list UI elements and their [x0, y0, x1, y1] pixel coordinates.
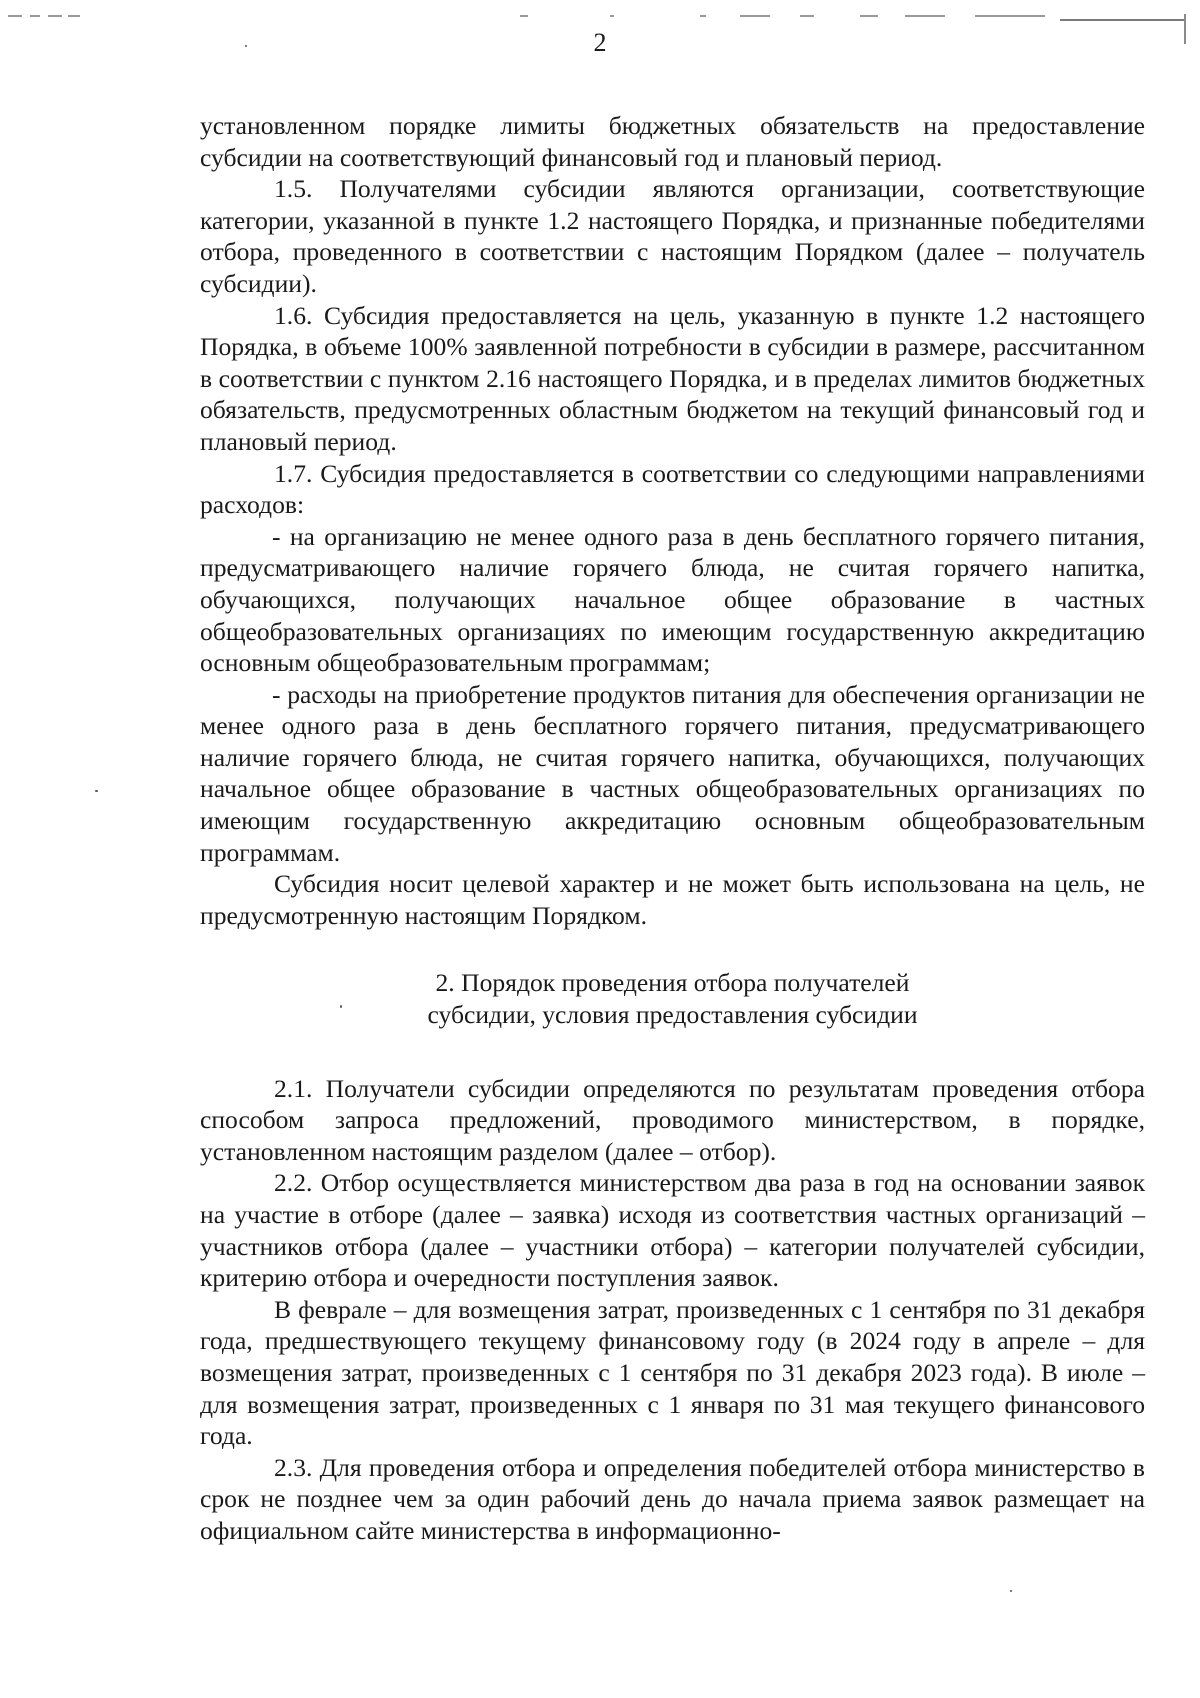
paragraph-2-2: 2.2. Отбор осуществляется министерством два раза в год на основании заявок на участие в отборе (далее – заявка) исходя из соответствия частных организаций – участников отбора (далее – участники отбора) – категории получателей субсидии, критерию отбора и очередности поступления заявок. [200, 1168, 1145, 1293]
paragraph-1-5: 1.5. Получателями субсидии являются организации, соответствующие категории, указанной в пункте 1.2 настоящего Порядка, и признанные победителями отбора, проведенного в соответствии с настоящим Порядком (далее – получатель субсидии). [200, 174, 1145, 298]
scan-dash [800, 15, 814, 17]
section-heading-line: субсидии, условия предоставления субсидии [427, 1000, 918, 1030]
scan-dash [8, 15, 22, 17]
section-heading [200, 967, 1145, 1030]
scan-edge-top [0, 15, 1200, 23]
scan-dash [30, 15, 40, 17]
scan-dash [68, 15, 80, 17]
scan-dash [520, 15, 528, 17]
scan-dash [700, 15, 706, 17]
paragraph-continuation: установленном порядке лимиты бюджетных обязательств на предоставление субсидии на соответствующий финансовый год и плановый период. [200, 111, 1145, 172]
document-body [200, 110, 1145, 1547]
scan-dash [48, 15, 62, 17]
paragraph-1-6: 1.6. Субсидия предоставляется на цель, указанную в пункте 1.2 настоящего Порядка, в объеме 100% заявленной потребности в субсидии в размере, рассчитанном в соответствии с пунктом 2.16 настоящего Порядка, и в пределах лимитов бюджетных обязательств, предусмотренных областным бюджетом на текущий финансовый год и плановый период. [200, 300, 1145, 456]
paragraph-2-2-dates: В феврале – для возмещения затрат, произведенных с 1 сентября по 31 декабря года, предшествующего текущему финансовому году (в 2024 году в апреле – для возмещения затрат, произведенных с 1 сентября по 31 декабря 2023 года). В июле – для возмещения затрат, произведенных с 1 января по 31 мая текущего финансового года. [200, 1294, 1145, 1451]
scan-speck [1010, 1590, 1012, 1592]
page-number: 2 [593, 28, 607, 57]
scan-dash [860, 15, 878, 17]
paragraph-1-7: 1.7. Субсидия предоставляется в соответствии со следующими направлениями расходов: [200, 458, 1145, 520]
scan-rule [1060, 19, 1185, 21]
paragraph-2-1: 2.1. Получатели субсидии определяются по результатам проведения отбора способом запроса предложений, проводимого министерством, в порядке, установленном настоящим разделом (далее – отбор). [200, 1073, 1145, 1166]
paragraph-target-use: Субсидия носит целевой характер и не может быть использована на цель, не предусмотренную настоящим Порядком. [200, 869, 1145, 930]
scan-dash [905, 15, 945, 17]
paragraph-2-3: 2.3. Для проведения отбора и определения победителей отбора министерство в срок не позднее чем за один рабочий день до начала приема заявок размещает на официальном сайте министерства в информационно- [200, 1452, 1145, 1545]
section-heading-line: 2. Порядок проведения отбора получателей [435, 968, 910, 998]
scan-dash [610, 15, 614, 17]
scan-dash [975, 15, 1045, 17]
list-item-expense-direction: - на организацию не менее одного раза в день бесплатного горячего питания, предусматривающего наличие горячего блюда, не считая горячего напитка, обучающихся, получающих начальное общее образование в частных общеобразовательных организациях по имеющим государственную аккредитацию основным общеобразовательным программам; [200, 521, 1145, 678]
scan-speck [95, 790, 98, 792]
list-item-expense-direction: - расходы на приобретение продуктов питания для обеспечения организации не менее одного раза в день бесплатного горячего питания, предусматривающего наличие горячего блюда, не считая горячего напитка, обучающихся, получающих начальное общее образование в частных общеобразовательных организациях по имеющим государственную аккредитацию основным общеобразовательным программам. [200, 679, 1145, 867]
scan-dash [740, 15, 770, 17]
